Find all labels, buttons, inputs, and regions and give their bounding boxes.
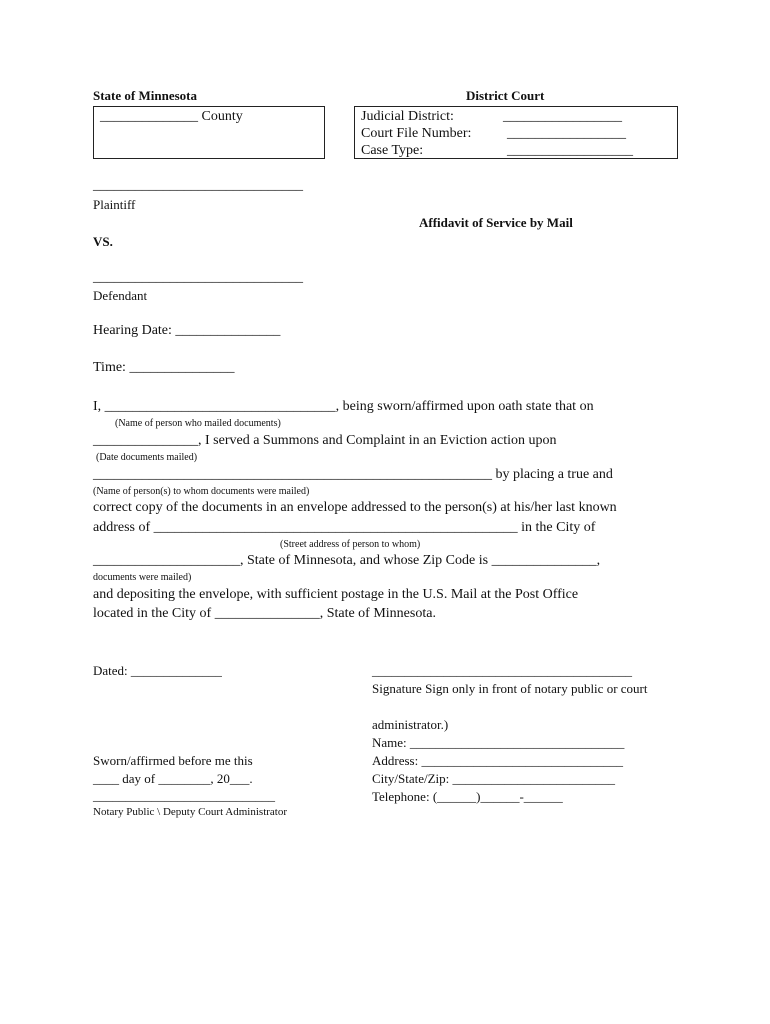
body-line-5: address of ____________________________________________________ in the City of [93,520,596,535]
notary-label: Notary Public \ Deputy Court Administrator [93,806,288,818]
defendant-label: Defendant [93,288,148,303]
case-info-box [354,106,678,159]
city-state-zip-field[interactable]: City/State/Zip: _________________________ [372,771,616,786]
court-heading: District Court [466,88,545,103]
note-street-address: (Street address of person to whom) [280,539,421,550]
case-type-label: Case Type: [361,143,424,158]
signature-label: Signature Sign only in front of notary public or court [372,681,648,696]
body-line-8: located in the City of _______________, State of Minnesota. [93,606,436,621]
sworn-date-field[interactable]: ____ day of ________, 20___. [93,771,253,786]
defendant-line[interactable]: ______________________________ [93,270,303,285]
dated-field[interactable]: Dated: ______________ [93,663,222,678]
body-line-3: _________________________________________________________ by placing a true and [93,467,613,482]
state-heading: State of Minnesota [93,88,197,103]
versus-label: VS. [93,234,113,249]
name-field[interactable]: Name: _________________________________ [372,735,625,750]
note-documents-mailed: documents were mailed) [93,572,192,583]
body-line-1: I, _________________________________, being sworn/affirmed upon oath state that on [93,399,594,414]
body-line-2: _______________, I served a Summons and Complaint in an Eviction action upon [93,433,557,448]
plaintiff-line[interactable]: ______________________________ [93,178,303,193]
hearing-date-field[interactable]: Hearing Date: _______________ [93,323,281,338]
court-file-label: Court File Number: [361,126,472,141]
notary-signature-line[interactable]: ____________________________ [93,788,275,803]
address-field[interactable]: Address: _______________________________ [372,753,623,768]
hearing-time-field[interactable]: Time: _______________ [93,360,235,375]
signature-label-cont: administrator.) [372,717,449,732]
county-field[interactable]: ______________ County [100,109,243,124]
note-mailer-name: (Name of person who mailed documents) [115,418,281,429]
note-recipient-name: (Name of person(s) to whom documents were mailed) [93,486,310,497]
court-file-field[interactable]: _________________ [507,126,626,141]
telephone-field[interactable]: Telephone: (______)______-______ [372,789,563,804]
body-line-6: _____________________, State of Minnesota, and whose Zip Code is _______________, [93,553,601,568]
document-title: Affidavit of Service by Mail [419,215,573,230]
body-line-7: and depositing the envelope, with sufficient postage in the U.S. Mail at the Post Office [93,587,579,602]
case-type-field[interactable]: __________________ [507,143,633,158]
county-box [93,106,325,159]
body-line-4: correct copy of the documents in an envelope addressed to the person(s) at his/her last known [93,500,617,515]
judicial-district-label: Judicial District: [361,109,454,124]
judicial-district-field[interactable]: _________________ [503,109,622,124]
plaintiff-label: Plaintiff [93,197,136,212]
signature-line[interactable]: ________________________________________ [372,663,632,678]
note-date-mailed: (Date documents mailed) [96,452,198,463]
sworn-statement: Sworn/affirmed before me this [93,753,253,768]
